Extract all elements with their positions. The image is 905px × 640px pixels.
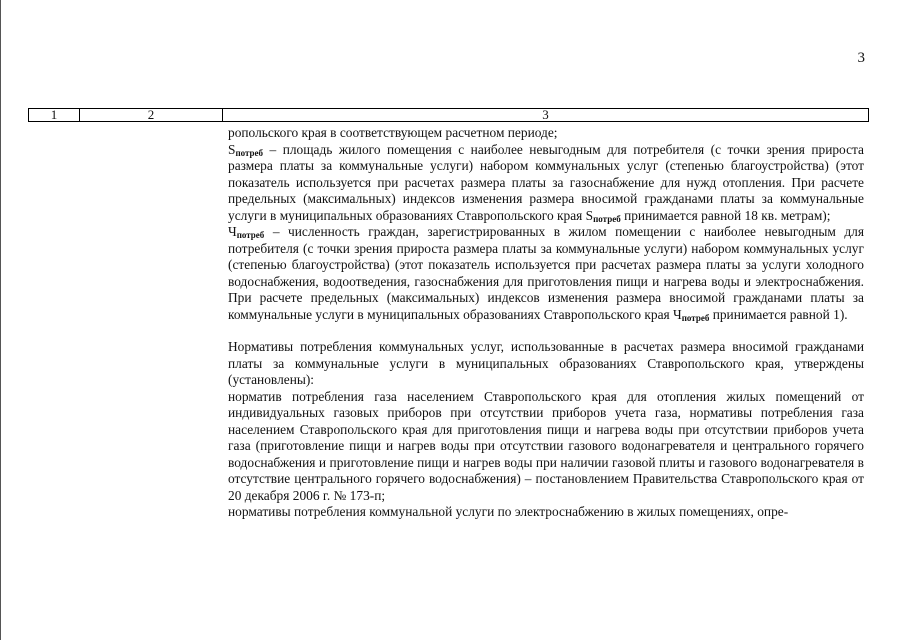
symbol-ch: Ч: [228, 224, 237, 239]
paragraph-ch-definition: [228, 224, 864, 323]
table-header-col-1: 1: [29, 109, 80, 121]
symbol-ch: Ч: [673, 306, 682, 322]
definition-end: принимается равной 1).: [709, 306, 848, 322]
symbol-s: S: [585, 207, 594, 223]
paragraph-gap: [228, 323, 864, 339]
table-header-row: [28, 108, 869, 122]
paragraph-norms-intro: Нормативы потребления коммунальных услуг, использованные в расчетах размера вносимой гражданами платы за коммунальные услуги в муниципальных образованиях Ставропольского края, утверждены (установлены):: [228, 339, 864, 387]
symbol-subscript: потреб: [235, 147, 264, 158]
symbol-subscript: потреб: [236, 230, 265, 240]
paragraph-gas-norms: норматив потребления газа населением Ставропольского края для отопления жилых помещений от индивидуальных газовых приборов при отсутствии приборов учета газа, нормативы потребления газа населением Ставропольского края для приготовления пищи и нагрева воды при отсутствии приборов учета газа (приготовление пищи и нагрев воды при отсутствии газового водонагревателя и центрального горячего водоснабжения и приготовление пищи и нагрев воды при наличии газовой плиты и газового водонагревателя в отсутствие центрального горячего водоснабжения) – постановлением Правительства Ставропольского края от 20 декабря 2006 г. № 173-п;: [228, 388, 864, 503]
definition-end: принимается равной 18 кв. метрам);: [620, 207, 831, 223]
document-body: [228, 125, 864, 521]
table-header-col-3: 3: [542, 107, 549, 122]
table-header-col-2: 2: [80, 109, 223, 121]
definition-text: – площадь жилого помещения с наиболее невыгодным для потребителя (с точки зрения прироста размера платы за коммунальные услуги) набором коммунальных услуг (степенью благоустройства) (этот показатель используется при расчетах размера платы за газоснабжение для нужд отопления. При расчете предельных (максимальных) индексов изменения размера вносимой гражданами платы за коммунальные услуги в муниципальных образованиях Ставропольского края: [228, 141, 864, 223]
paragraph-s-definition: [228, 142, 864, 225]
definition-text: – численность граждан, зарегистрированных в жилом помещении с наиболее невыгодным для потребителя (с точки зрения прироста размера платы за коммунальные услуги) набором коммунальных услуг (степенью благоустройства) (этот показатель используется при расчетах размера платы за услуги холодного водоснабжения, водоотведения, газоснабжения для приготовления пищи и нагрева воды и электроснабжения. При расчете предельных (максимальных) индексов изменения размера вносимой гражданами платы за коммунальные услуги в муниципальных образованиях Ставропольского края: [228, 224, 864, 322]
page-number: 3: [857, 50, 865, 66]
symbol-subscript: потреб: [681, 312, 710, 323]
symbol-subscript: потреб: [593, 213, 621, 224]
symbol-s: S: [228, 141, 236, 157]
page-edge-rule: [0, 0, 1, 640]
paragraph-continuation: ропольского края в соответствующем расчетном периоде;: [228, 125, 558, 140]
paragraph-electricity-norms: нормативы потребления коммунальной услуги по электроснабжению в жилых помещениях, опре-: [228, 504, 789, 519]
